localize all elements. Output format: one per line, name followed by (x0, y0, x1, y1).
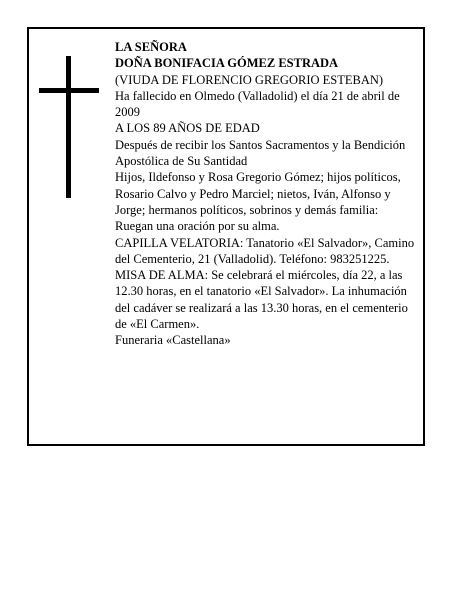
prayer-request: Ruegan una oración por su alma. (115, 219, 280, 234)
funeral-home: Funeraria «Castellana» (115, 333, 231, 348)
mass-info: MISA DE ALMA: Se celebrará el miércoles, día 22, a las 12.30 horas, en el tanatorio «El Salvador». La inhumación del cadáver se realizará a las 13.30 horas, en el cementerio de «El Carmen». (115, 268, 408, 332)
obituary-text (115, 39, 415, 349)
cross-icon (39, 56, 99, 198)
cross-horizontal-bar (39, 88, 99, 93)
obituary-frame (27, 27, 425, 446)
sacraments-line: Después de recibir los Santos Sacramentos y la Bendición Apostólica de Su Santidad (115, 137, 406, 169)
cross-vertical-bar (66, 56, 71, 198)
obituary-heading: LA SEÑORA (115, 40, 187, 54)
deceased-name: DOÑA BONIFACIA GÓMEZ ESTRADA (115, 56, 339, 71)
family-line: Hijos, Ildefonso y Rosa Gregorio Gómez; hijos políticos, Rosario Calvo y Pedro Marciel; nietos, Iván, Alfonso y Jorge; hermanos políticos, sobrinos y demás familia: (115, 170, 401, 217)
death-notice: Ha fallecido en Olmedo (Valladolid) el día 21 de abril de 2009 (115, 88, 400, 120)
widow-line: (VIUDA DE FLORENCIO GREGORIO ESTEBAN) (115, 72, 384, 87)
chapel-info: CAPILLA VELATORIA: Tanatorio «El Salvador», Camino del Cementerio, 21 (Valladolid). Teléfono: 983251225. (115, 235, 415, 266)
age-line: A LOS 89 AÑOS DE EDAD (115, 121, 260, 136)
